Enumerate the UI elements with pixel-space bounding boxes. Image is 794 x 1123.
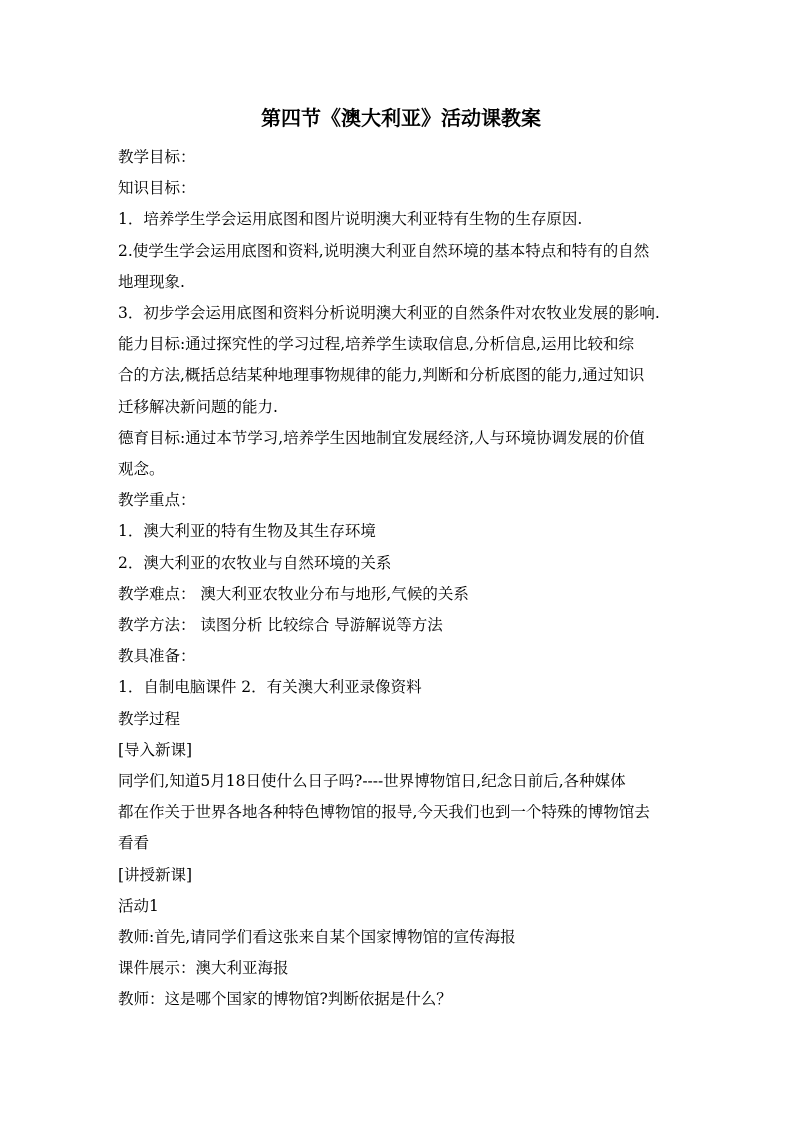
text-line: 教具准备： — [118, 647, 196, 666]
text-line: 观念。 — [118, 460, 165, 479]
document-title: 第四节《澳大利亚》活动课教案 — [261, 106, 541, 130]
text-line: 教学重点： — [118, 491, 196, 510]
text-line: 教师：这是哪个国家的博物馆?判断依据是什么？ — [118, 990, 452, 1009]
text-line: 课件展示：澳大利亚海报 — [118, 959, 289, 978]
text-line: 2．澳大利亚的农牧业与自然环境的关系 — [118, 553, 392, 572]
text-line: 1．自制电脑课件 2．有关澳大利亚录像资料 — [118, 678, 422, 697]
text-line: 地理现象. — [118, 272, 185, 291]
text-line: 迁移解决新问题的能力. — [118, 397, 278, 416]
text-line: 教学目标： — [118, 148, 196, 166]
text-line: 都在作关于世界各地各种特色博物馆的报导,今天我们也到一个特殊的博物馆去 — [118, 803, 650, 822]
text-line: 合的方法,概括总结某种地理事物规律的能力,判断和分析底图的能力,通过知识 — [118, 366, 645, 385]
text-line: 3．初步学会运用底图和资料分析说明澳大利亚的自然条件对农牧业发展的影响. — [118, 304, 660, 323]
text-line: 知识目标： — [118, 179, 196, 198]
text-line: 能力目标:通过探究性的学习过程,培养学生读取信息,分析信息,运用比较和综 — [118, 335, 635, 354]
text-line: 1．培养学生学会运用底图和图片说明澳大利亚特有生物的生存原因. — [118, 210, 583, 229]
text-line: 教师:首先,请同学们看这张来自某个国家博物馆的宣传海报 — [118, 928, 516, 947]
text-line: 教学难点： 澳大利亚农牧业分布与地形,气候的关系 — [118, 584, 469, 603]
text-line: [导入新课] — [118, 740, 193, 759]
text-line: 德育目标:通过本节学习,培养学生因地制宜发展经济,人与环境协调发展的价值 — [118, 428, 645, 447]
text-line: 2.使学生学会运用底图和资料,说明澳大利亚自然环境的基本特点和特有的自然 — [118, 241, 650, 260]
text-line: [讲授新课] — [118, 865, 193, 884]
text-line: 教学过程 — [118, 709, 181, 728]
text-line: 活动1 — [118, 896, 159, 915]
text-line: 教学方法： 读图分析 比较综合 导游解说等方法 — [118, 616, 443, 635]
document-body — [118, 142, 684, 1016]
text-line: 同学们,知道5月18日使什么日子吗?----世界博物馆日,纪念日前后,各种媒体 — [118, 772, 626, 791]
document-page — [118, 100, 684, 1016]
text-line: 1．澳大利亚的特有生物及其生存环境 — [118, 522, 376, 541]
text-line: 看看 — [118, 834, 150, 853]
